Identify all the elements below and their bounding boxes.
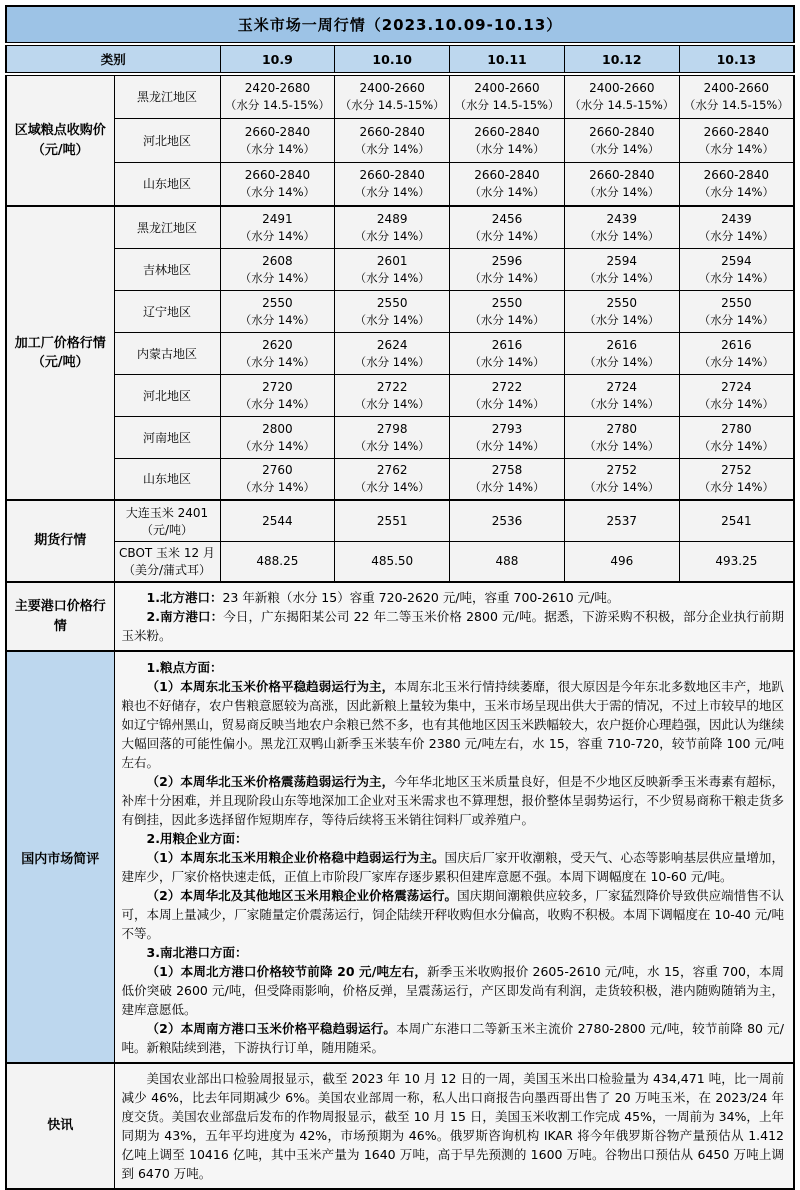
table-row — [6, 74, 794, 118]
price-cell — [564, 290, 679, 332]
page-title: 玉米市场一周行情（2023.10.09-10.13） — [6, 6, 794, 44]
price-value: 2439 — [606, 211, 638, 226]
moisture-note: （水分 14%） — [584, 438, 660, 453]
price-value: 2550 — [721, 295, 752, 310]
price-cell — [220, 332, 335, 374]
price-cell — [564, 332, 679, 374]
table-row — [6, 118, 794, 162]
futures-price: 2536 — [450, 500, 565, 541]
corn-market-table — [5, 5, 795, 1190]
price-value: 2798 — [376, 421, 408, 436]
paragraph — [122, 658, 785, 677]
moisture-note: （水分 14.5-15%） — [224, 98, 330, 113]
moisture-note: （水分 14%） — [354, 185, 430, 200]
price-cell — [679, 118, 794, 162]
price-cell — [335, 374, 450, 416]
price-value: 2793 — [491, 421, 523, 436]
price-value: 2550 — [491, 295, 523, 310]
region-label: 黑龙江地区 — [114, 74, 220, 118]
moisture-note: （水分 14%） — [239, 270, 315, 285]
region-label: 黑龙江地区 — [114, 206, 220, 248]
moisture-note: （水分 14%） — [698, 141, 774, 156]
price-value: 2400-2660 — [474, 81, 540, 96]
price-cell — [679, 248, 794, 290]
moisture-note: （水分 14%） — [469, 185, 545, 200]
paragraph-lead: 2.南方港口： — [146, 609, 224, 624]
moisture-note: （水分 14.5-15%） — [454, 98, 560, 113]
column-header-date-5: 10.13 — [679, 44, 794, 74]
price-value: 2594 — [721, 253, 752, 268]
table-row — [6, 248, 794, 290]
paragraph — [122, 588, 785, 607]
paragraph-text: 新季玉米收购报价 2605-2610 元/吨，水 15，容重 700，本周低价突破 2600 元/吨，但受降雨影响，价格反弹，呈震荡运行，产区即发尚有利润，走货较积极，港内随购随销为主，建库意愿低。 — [121, 963, 784, 1017]
moisture-note: （水分 14%） — [584, 312, 660, 327]
moisture-note: （水分 14%） — [354, 312, 430, 327]
futures-price: 485.50 — [335, 541, 450, 582]
futures-price: 2541 — [679, 500, 794, 541]
price-cell — [679, 416, 794, 458]
moisture-note: （水分 14%） — [584, 480, 660, 495]
table-row — [6, 651, 794, 1063]
price-cell — [450, 248, 565, 290]
price-cell — [335, 206, 450, 248]
price-cell — [450, 416, 565, 458]
price-value: 2660-2840 — [244, 124, 311, 139]
price-cell — [450, 458, 565, 500]
price-cell — [450, 162, 565, 206]
paragraph — [122, 962, 785, 1019]
moisture-note: （水分 14%） — [698, 185, 774, 200]
moisture-note: （水分 14%） — [354, 480, 430, 495]
paragraph-text: 本周广东港口二等新玉米主流价 2780-2800 元/吨，较节前降 80 元/吨。新粮陆续到港，下游执行订单，随用随采。 — [121, 1020, 784, 1055]
column-header-date-1: 10.9 — [220, 44, 335, 74]
price-cell — [335, 248, 450, 290]
table-row — [6, 582, 794, 651]
region-label: 吉林地区 — [114, 248, 220, 290]
column-header-date-2: 10.10 — [335, 44, 450, 74]
paragraph-lead: 1.北方港口： — [146, 590, 223, 605]
price-cell — [220, 206, 335, 248]
price-cell — [679, 290, 794, 332]
price-cell — [450, 206, 565, 248]
price-value: 2780 — [606, 421, 638, 436]
paragraph-lead: 3.南北港口方面： — [146, 944, 248, 960]
price-cell — [564, 248, 679, 290]
paragraph-lead: （1）本周东北玉米价格平稳趋弱运行为主， — [146, 678, 395, 694]
region-label: 河南地区 — [114, 416, 220, 458]
moisture-note: （水分 14%） — [239, 438, 315, 453]
moisture-note: （水分 14%） — [469, 438, 545, 453]
price-value: 2420-2680 — [244, 81, 311, 96]
price-value: 2550 — [376, 295, 408, 310]
price-value: 2760 — [262, 463, 293, 478]
price-cell — [564, 74, 679, 118]
price-cell — [564, 206, 679, 248]
price-value: 2456 — [491, 211, 523, 226]
futures-price: 2537 — [564, 500, 679, 541]
paragraph-text: 国庆期间潮粮供应较多，厂家猛烈降价导致供应端惜售不认可，本周上量减少，厂家随量定价震荡运行，饲企陆续开秤收购但水分偏高，收购不积极。本周下调幅度在 10-40 元/吨不等。 — [121, 887, 784, 941]
moisture-note: （水分 14%） — [584, 141, 660, 156]
price-value: 2724 — [606, 379, 638, 394]
price-value: 2722 — [376, 379, 408, 394]
contract-unit: （元/吨） — [140, 522, 194, 537]
price-value: 2596 — [491, 253, 523, 268]
price-cell — [220, 118, 335, 162]
futures-contract-label — [114, 500, 220, 541]
price-value: 2800 — [262, 421, 293, 436]
moisture-note: （水分 14.5-15%） — [683, 98, 789, 113]
price-cell — [564, 374, 679, 416]
paragraph-text: 美国农业部出口检验周报显示，截至 2023 年 10 月 12 日的一周，美国玉米出口检验量为 434,471 吨，比一周前减少 46%，比去年同期减少 6%。美国农业部周一称，私人出口商报告向墨西哥出售了 20 万吨玉米，在 2023/24 年度交货。美国农业部盘后发布的作物周报显示，截至 10 月 15 日，美国玉米收割工作完成 45%，一周前为 34%，上年同期为 43%，五年平均进度为 42%，市场预期为 46%。俄罗斯咨询机构 IKAR 将今年俄罗斯谷物产量预估从 1.412 亿吨上调至 10416 亿吨，其中玉米产量为 1640 万吨，高于早先预测的 1600 万吨。谷物出口预估从 6450 万吨上调到 6470 万吨。 — [121, 1071, 784, 1181]
price-cell — [679, 332, 794, 374]
price-value: 2660-2840 — [474, 168, 540, 183]
paragraph — [122, 829, 785, 848]
moisture-note: （水分 14%） — [698, 228, 774, 243]
moisture-note: （水分 14%） — [469, 141, 545, 156]
price-value: 2616 — [606, 337, 638, 352]
table-row — [6, 1063, 794, 1189]
price-value: 2722 — [491, 379, 523, 394]
section-label-factory — [6, 206, 114, 500]
price-value: 2762 — [376, 463, 408, 478]
moisture-note: （水分 14%） — [469, 396, 545, 411]
moisture-note: （水分 14%） — [584, 185, 660, 200]
price-cell — [335, 332, 450, 374]
price-value: 2616 — [721, 337, 752, 352]
paragraph-lead: 1.粮点方面： — [146, 659, 223, 675]
futures-price: 2551 — [335, 500, 450, 541]
paragraph-lead: 2.用粮企业方面： — [146, 830, 248, 846]
price-value: 2594 — [606, 253, 638, 268]
moisture-note: （水分 14%） — [239, 228, 315, 243]
moisture-note: （水分 14%） — [698, 480, 774, 495]
price-cell — [220, 74, 335, 118]
moisture-note: （水分 14%） — [584, 354, 660, 369]
table-row — [6, 541, 794, 582]
price-value: 2489 — [376, 211, 408, 226]
price-value: 2400-2660 — [359, 81, 425, 96]
moisture-note: （水分 14%） — [469, 228, 545, 243]
table-row — [6, 206, 794, 248]
moisture-note: （水分 14%） — [239, 185, 315, 200]
moisture-note: （水分 14%） — [584, 228, 660, 243]
price-cell — [564, 118, 679, 162]
price-value: 2660-2840 — [703, 124, 770, 139]
price-cell — [220, 458, 335, 500]
moisture-note: （水分 14%） — [239, 396, 315, 411]
region-label: 山东地区 — [114, 162, 220, 206]
futures-price: 496 — [564, 541, 679, 582]
price-value: 2660-2840 — [359, 168, 425, 183]
price-value: 2720 — [262, 379, 293, 394]
price-cell — [335, 118, 450, 162]
paragraph-text: 本周东北玉米行情持续萎靡，很大原因是今年东北多数地区丰产，地趴粮也不好储存，农户售粮意愿较为高涨，因此新粮上量较为集中，玉米市场呈现出供大于需的情况，不过上市较早的地区如辽宁锦州黑山，贸易商反映当地农户余粮已然不多，也有其他地区因玉米跌幅较大，农户挺价心理趋强，因此认为继续大幅回落的可能性偏小。黑龙江双鸭山新季玉米装车价 2380 元/吨左右，水 15，容重 710-720，较节前降 100 元/吨左右。 — [121, 678, 785, 770]
moisture-note: （水分 14%） — [698, 270, 774, 285]
price-value: 2601 — [376, 253, 408, 268]
moisture-note: （水分 14%） — [354, 270, 430, 285]
price-cell — [564, 162, 679, 206]
price-cell — [450, 290, 565, 332]
price-cell — [450, 374, 565, 416]
futures-contract-label — [114, 541, 220, 582]
section-label-purchase — [6, 74, 114, 206]
paragraph-text: 今年华北地区玉米质量良好，但是不少地区反映新季玉米毒素有超标，补库十分困难，并且现阶段山东等地深加工企业对玉米需求也不算理想，报价整体呈弱势运行，不少贸易商称干粮走货多有倒挂，因此多选择留作短期库存，等待后续将玉米销往饲料厂或养殖户。 — [121, 773, 785, 827]
moisture-note: （水分 14%） — [469, 354, 545, 369]
section-label-line1: 加工厂价格行情 — [14, 335, 106, 351]
futures-price: 2544 — [220, 500, 335, 541]
moisture-note: （水分 14%） — [354, 396, 430, 411]
paragraph-text: 国庆后厂家开收潮粮，受天气、心态等影响基层供应量增加，建库少，厂家价格快速走低，正值上市阶段厂家库存逐步累积但建库意愿不强。本周下调幅度在 10-60 元/吨。 — [121, 849, 784, 884]
price-value: 2616 — [491, 337, 523, 352]
paragraph — [122, 772, 785, 829]
moisture-note: （水分 14%） — [239, 312, 315, 327]
price-cell — [679, 458, 794, 500]
price-cell — [679, 162, 794, 206]
paragraph — [122, 1019, 785, 1057]
futures-price: 493.25 — [679, 541, 794, 582]
region-label: 山东地区 — [114, 458, 220, 500]
moisture-note: （水分 14%） — [469, 312, 545, 327]
paragraph-lead: （2）本周南方港口玉米价格平稳趋弱运行。 — [146, 1020, 397, 1036]
section-label-review: 国内市场简评 — [6, 651, 114, 1063]
column-header-date-4: 10.12 — [564, 44, 679, 74]
moisture-note: （水分 14%） — [584, 270, 660, 285]
moisture-note: （水分 14%） — [239, 480, 315, 495]
moisture-note: （水分 14%） — [354, 141, 430, 156]
price-value: 2550 — [262, 295, 293, 310]
moisture-note: （水分 14%） — [698, 312, 774, 327]
price-cell — [220, 290, 335, 332]
review-text — [114, 651, 794, 1063]
moisture-note: （水分 14%） — [584, 396, 660, 411]
price-value: 2752 — [606, 463, 638, 478]
price-cell — [450, 74, 565, 118]
price-cell — [220, 248, 335, 290]
price-cell — [679, 74, 794, 118]
paragraph — [122, 943, 785, 962]
price-value: 2550 — [606, 295, 638, 310]
table-row — [6, 290, 794, 332]
price-cell — [679, 206, 794, 248]
paragraph-lead: （2）本周华北及其他地区玉米用粮企业价格震荡运行。 — [146, 887, 458, 903]
price-value: 2400-2660 — [589, 81, 655, 96]
price-value: 2608 — [262, 253, 293, 268]
price-value: 2439 — [721, 211, 752, 226]
paragraph-text: 今日，广东揭阳某公司 22 年二等玉米价格 2800 元/吨。据悉，下游采购不积极，部分企业执行前期玉米粉。 — [121, 609, 785, 643]
region-label: 河北地区 — [114, 374, 220, 416]
price-cell — [335, 290, 450, 332]
section-label-futures: 期货行情 — [6, 500, 114, 582]
price-value: 2660-2840 — [359, 124, 425, 139]
section-label-line1: 区域粮点收购价 — [14, 123, 106, 138]
column-header-category: 类别 — [6, 44, 220, 74]
contract-unit: （美分/蒲式耳） — [122, 563, 212, 578]
price-cell — [450, 118, 565, 162]
moisture-note: （水分 14%） — [354, 354, 430, 369]
moisture-note: （水分 14.5-15%） — [569, 98, 675, 113]
paragraph — [122, 677, 785, 772]
paragraph-lead: （2）本周华北玉米价格震荡趋弱运行为主， — [146, 773, 395, 789]
region-label: 河北地区 — [114, 118, 220, 162]
moisture-note: （水分 14%） — [354, 438, 430, 453]
region-label: 辽宁地区 — [114, 290, 220, 332]
region-label: 内蒙古地区 — [114, 332, 220, 374]
price-cell — [564, 458, 679, 500]
price-cell — [564, 416, 679, 458]
futures-price: 488.25 — [220, 541, 335, 582]
price-cell — [335, 74, 450, 118]
table-header-row — [6, 44, 794, 74]
table-row — [6, 416, 794, 458]
price-value: 2758 — [491, 463, 523, 478]
moisture-note: （水分 14%） — [469, 270, 545, 285]
price-cell — [220, 162, 335, 206]
price-cell — [335, 162, 450, 206]
price-value: 2400-2660 — [703, 81, 770, 96]
moisture-note: （水分 14.5-15%） — [339, 98, 445, 113]
paragraph — [122, 607, 785, 645]
paragraph-lead: （1）本周北方港口价格较节前降 20 元/吨左右， — [146, 963, 428, 979]
moisture-note: （水分 14%） — [698, 354, 774, 369]
moisture-note: （水分 14%） — [239, 354, 315, 369]
news-text — [114, 1063, 794, 1189]
price-cell — [220, 416, 335, 458]
price-cell — [220, 374, 335, 416]
column-header-date-3: 10.11 — [450, 44, 565, 74]
price-cell — [450, 332, 565, 374]
table-row — [6, 458, 794, 500]
section-label-ports: 主要港口价格行情 — [6, 582, 114, 651]
moisture-note: （水分 14%） — [354, 228, 430, 243]
moisture-note: （水分 14%） — [698, 438, 774, 453]
price-value: 2660-2840 — [703, 168, 770, 183]
price-value: 2724 — [721, 379, 752, 394]
futures-price: 488 — [450, 541, 565, 582]
paragraph-text: 23 年新粮（水分 15）容重 720-2620 元/吨，容重 700-2610 元/吨。 — [222, 590, 620, 605]
moisture-note: （水分 14%） — [698, 396, 774, 411]
paragraph — [122, 886, 785, 943]
paragraph — [122, 1069, 785, 1183]
table-row — [6, 374, 794, 416]
section-label-line2: （元/吨） — [31, 355, 89, 370]
price-value: 2780 — [721, 421, 752, 436]
price-cell — [335, 458, 450, 500]
table-row — [6, 162, 794, 206]
paragraph — [122, 848, 785, 886]
section-label-line2: （元/吨） — [31, 142, 89, 158]
contract-name: CBOT 玉米 12 月 — [119, 546, 215, 561]
table-row — [6, 6, 794, 44]
contract-name: 大连玉米 2401 — [125, 505, 209, 520]
price-value: 2491 — [262, 211, 293, 226]
price-value: 2624 — [376, 337, 408, 352]
price-value: 2660-2840 — [244, 168, 311, 183]
price-cell — [679, 374, 794, 416]
price-value: 2660-2840 — [589, 168, 655, 183]
price-cell — [335, 416, 450, 458]
table-row — [6, 500, 794, 541]
moisture-note: （水分 14%） — [469, 480, 545, 495]
ports-text — [114, 582, 794, 651]
price-value: 2660-2840 — [589, 124, 655, 139]
price-value: 2660-2840 — [474, 124, 540, 139]
paragraph-lead: （1）本周东北玉米用粮企业价格稳中趋弱运行为主。 — [146, 849, 445, 865]
table-row — [6, 332, 794, 374]
price-value: 2752 — [721, 463, 752, 478]
price-value: 2620 — [262, 337, 293, 352]
moisture-note: （水分 14%） — [239, 141, 315, 156]
section-label-news: 快讯 — [6, 1063, 114, 1189]
